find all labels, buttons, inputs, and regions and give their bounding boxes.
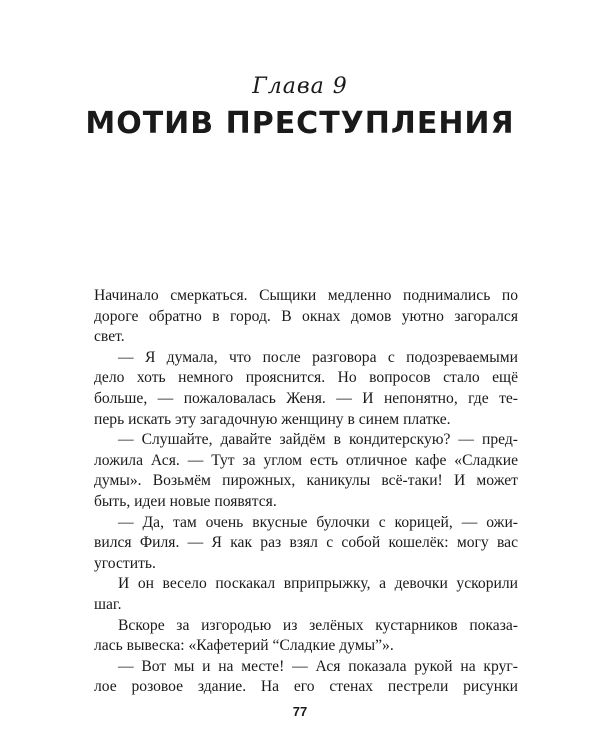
text-line: Начинало смеркаться. Сыщики медленно поднимались по <box>94 287 518 304</box>
text-line: Вскоре за изгородью из зелёных кустарников показа- <box>118 616 518 634</box>
text-line: ложила Ася. — Тут за углом есть отличное кафе «Сладкие <box>94 451 518 469</box>
text-line: — Я думала, что после разговора с подозреваемыми <box>118 348 518 366</box>
text-line: быть, идеи новые появятся. <box>94 492 277 510</box>
text-line: лое розовое здание. На его стенах пестрели рисунки <box>94 678 518 696</box>
text-line: думы». Возьмём пирожных, каникулы всё-таки! И может <box>94 472 518 490</box>
text-line: — Вот мы и на месте! — Ася показала рукой на круг- <box>118 657 518 675</box>
text-line: перь искать эту загадочную женщину в синем платке. <box>94 410 451 428</box>
text-line: — Да, там очень вкусные булочки с корицей, — ожи- <box>118 513 518 531</box>
text-line: шаг. <box>94 595 122 613</box>
text-line: дороге обратно в город. В окнах домов уютно загорался <box>94 307 518 325</box>
chapter-body <box>94 286 518 698</box>
text-line: лась вывеска: «Кафетерий “Сладкие думы”». <box>94 637 394 655</box>
text-line: свет. <box>94 328 125 346</box>
text-line: больше, — пожаловалась Женя. — И непонятно, где те- <box>94 389 518 407</box>
chapter-label: Глава 9 <box>252 74 348 99</box>
page-number: 77 <box>292 704 308 719</box>
text-line: вился Филя. — Я как раз взял с собой кошелёк: могу вас <box>94 534 518 552</box>
text-line: И он весело поскакал вприпрыжку, а девочки ускорили <box>118 575 518 593</box>
chapter-title: МОТИВ ПРЕСТУПЛЕНИЯ <box>85 106 515 141</box>
text-line: — Слушайте, давайте зайдём в кондитерскую? — пред- <box>118 431 518 449</box>
text-line: угостить. <box>94 554 156 572</box>
text-line: дело хоть немного прояснится. Но вопросов стало ещё <box>94 369 518 387</box>
